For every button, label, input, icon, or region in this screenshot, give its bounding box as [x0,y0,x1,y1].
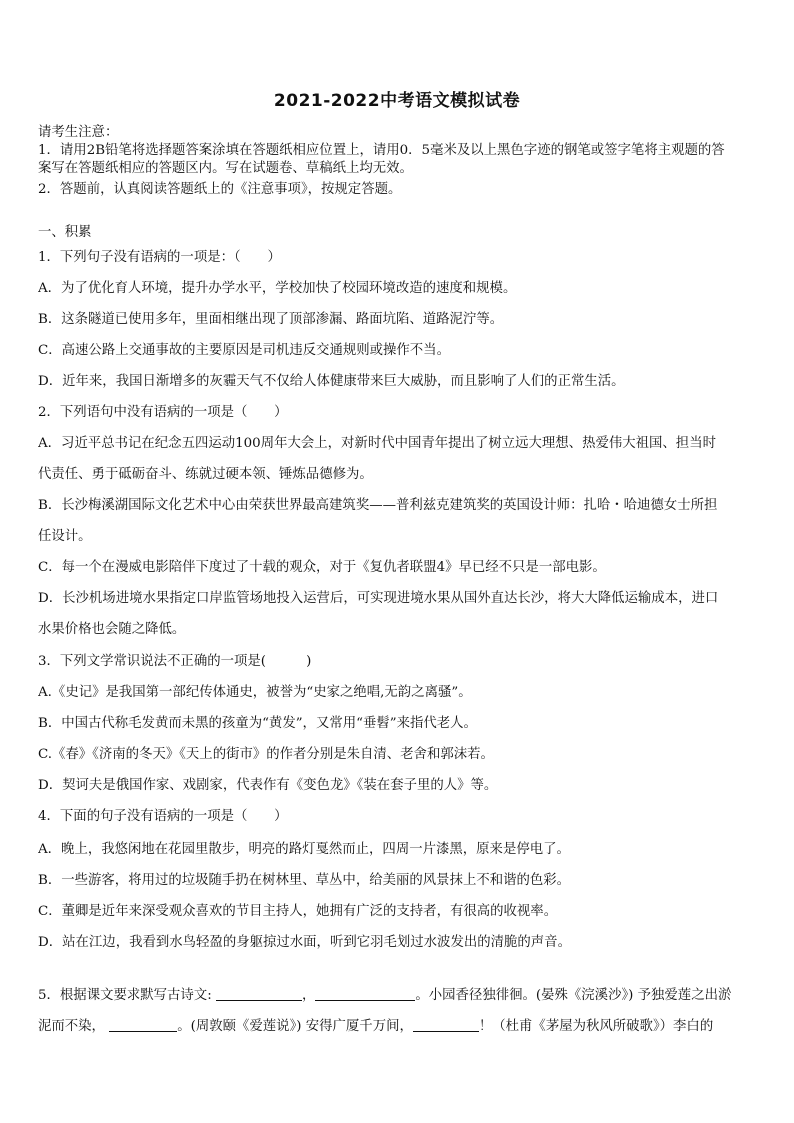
notice-item-1-line-1: 1．请用2B铅笔将选择题答案涂填在答题纸相应位置上，请用0．5毫米及以上黑色字迹的钢笔或签字笔将主观题的答 [38,143,725,158]
q4-option-a: A．晚上，我悠闲地在花园里散步，明亮的路灯戛然而止，四周一片漆黑，原来是停电了。 [38,842,570,857]
q5-text-4: ！（杜甫《茅屋为秋风所破歌》）李白的 [478,1019,714,1034]
q1-option-d: D．近年来，我国日渐增多的灰霾天气不仅给人体健康带来巨大威胁，而且影响了人们的正常生活。 [38,374,625,389]
q1-option-a: A．为了优化育人环境，提升办学水平，学校加快了校园环境改造的速度和规模。 [38,281,517,296]
q2-stem: 2．下列语句中没有语病的一项是（ ） [38,405,288,420]
q4-option-c: C．董卿是近年来深受观众喜欢的节目主持人，她拥有广泛的支持者，有很高的收视率。 [38,904,558,919]
q4-option-d: D．站在江边，我看到水鸟轻盈的身躯掠过水面，听到它羽毛划过水波发出的清脆的声音。 [38,935,571,950]
fill-blank-2[interactable] [315,986,415,1001]
q3-option-a: A.《史记》是我国第一部纪传体通史，被誉为“史家之绝唱,无韵之离骚”。 [38,685,472,700]
q1-stem: 1．下列句子没有语病的一项是：（ ） [38,250,281,265]
q5-text-1: 。小园香径独徘徊。(晏殊《浣溪沙》) 予独爱莲之出淤 [415,988,732,1003]
q2-option-b-line-2: 任设计。 [38,529,92,544]
q2-option-c: C．每一个在漫威电影陪伴下度过了十载的观众，对于《复仇者联盟4》早已经不只是一部电影。 [38,560,606,575]
q3-option-c: C.《春》《济南的冬天》《天上的街市》的作者分别是朱自清、老舍和郭沫若。 [38,747,494,762]
q2-option-a-line-1: A．习近平总书记在纪念五四运动100周年大会上，对新时代中国青年提出了树立远大理想、热爱伟大祖国、担当时 [38,436,716,451]
q4-stem: 4．下面的句子没有语病的一项是（ ） [38,809,288,824]
q2-option-d-line-1: D．长沙机场进境水果指定口岸监管场地投入运营后，可实现进境水果从国外直达长沙，将大大降低运输成本，进口 [38,591,719,606]
notice-item-2: 2．答题前，认真阅读答题纸上的《注意事项》，按规定答题。 [38,182,402,197]
notice-item-1-line-2: 案写在答题纸相应的答题区内。写在试题卷、草稿纸上均无效。 [38,161,413,176]
fill-blank-4[interactable] [413,1017,479,1032]
q1-option-b: B．这条隧道已使用多年，里面相继出现了顶部渗漏、路面坑陷、道路泥泞等。 [38,312,504,327]
fill-blank-3[interactable] [109,1017,177,1032]
q3-stem: 3．下列文学常识说法不正确的一项是( ) [38,654,312,669]
q2-option-d-line-2: 水果价格也会随之降低。 [38,622,186,637]
notice-heading: 请考生注意： [38,125,119,140]
q2-option-a-line-2: 代责任、勇于砥砺奋斗、练就过硬本领、锤炼品德修为。 [38,467,373,482]
fill-blank-1[interactable] [216,986,302,1001]
q5-line-1 [38,986,760,1005]
q4-option-b: B．一些游客，将用过的垃圾随手扔在树林里、草丛中，给美丽的风景抹上不和谐的色彩。 [38,873,571,888]
q5-text-2: 泥而不染， [38,1019,105,1034]
q5-text-3: 。(周敦颐《爱莲说》) 安得广厦千万间， [177,1019,413,1034]
section-heading: 一、积累 [38,225,92,240]
q5-line-2 [38,1017,760,1036]
q2-option-b-line-1: B．长沙梅溪湖国际文化艺术中心由荣获世界最高建筑奖——普利兹克建筑奖的英国设计师：扎哈・哈迪德女士所担 [38,498,718,513]
q1-option-c: C．高速公路上交通事故的主要原因是司机违反交通规则或操作不当。 [38,343,450,358]
q3-option-b: B．中国古代称毛发黄而未黑的孩童为“黄发”，又常用“垂髫”来指代老人。 [38,716,477,731]
q5-comma: ， [301,988,316,1003]
page-title: 2021-2022中考语文模拟试卷 [273,91,521,111]
q3-option-d: D．契诃夫是俄国作家、戏剧家，代表作有《变色龙》《装在套子里的人》等。 [38,778,498,793]
q5-stem: 5．根据课文要求默写古诗文: [38,988,212,1003]
